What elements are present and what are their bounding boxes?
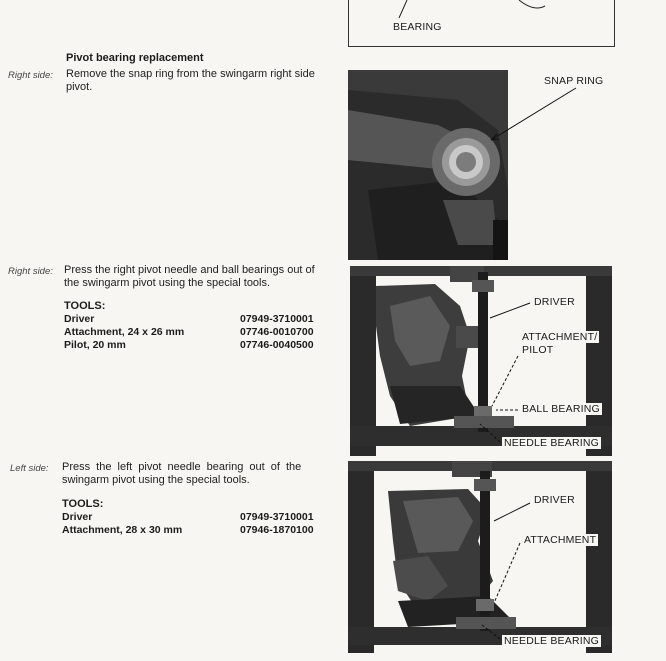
needle-bearing-label: NEEDLE BEARING [504,437,599,449]
step3-tools-heading: TOOLS: [62,498,104,510]
tool-row [64,326,334,339]
snap-ring-figure [348,66,613,260]
bearing-leader-lines [349,0,614,46]
right-press-figure [350,266,612,456]
tool-name: Pilot, 20 mm [64,339,126,351]
left-press-leaders [348,461,612,653]
attachment-pilot-label-line2: PILOT [522,344,554,356]
step2-text-line2: the swingarm pivot using the special tools. [64,277,271,289]
step2-text [64,264,346,290]
right-press-leaders [350,266,612,456]
step2-tools-heading: TOOLS: [64,300,106,312]
section-title: Pivot bearing replacement [66,52,204,64]
step2-tools-list [64,313,334,352]
bearing-label: BEARING [393,21,442,33]
tool-part-number: 07746-0010700 [240,326,314,338]
tool-name: Attachment, 28 x 30 mm [62,524,183,536]
tool-part-number: 07949-3710001 [240,313,314,325]
ball-bearing-label: BALL BEARING [522,403,600,415]
snap-ring-leader [348,66,613,260]
left-press-figure [348,461,612,653]
tool-part-number: 07949-3710001 [240,511,314,523]
tool-part-number: 07946-1870100 [240,524,314,536]
tool-row [64,339,334,352]
step2-text-line1: Press the right pivot needle and ball bearings out of [64,264,315,276]
top-figure-frame [348,0,615,47]
step1-text-line1: Remove the snap ring from the swingarm right side [66,68,315,80]
needle-bearing-label: NEEDLE BEARING [504,635,599,647]
tool-name: Attachment, 24 x 26 mm [64,326,185,338]
step1-text [66,68,346,94]
tool-row [64,313,334,326]
step2-side-label: Right side: [8,266,53,277]
step3-tools-list [62,511,334,537]
step3-text-line1: Press the left pivot needle bearing out of the [62,461,302,473]
snap-ring-label: SNAP RING [544,75,604,87]
tool-name: Driver [64,313,95,325]
step1-text-line2: pivot. [66,81,93,93]
step1-side-label: Right side: [8,70,53,81]
tool-row [62,511,334,524]
tool-name: Driver [62,511,93,523]
tool-part-number: 07746-0040500 [240,339,314,351]
tool-row [62,524,334,537]
step3-side-label: Left side: [10,463,49,474]
attachment-pilot-label-line1: ATTACHMENT/ [522,331,598,343]
step3-text-line2: swingarm pivot using the special tools. [62,474,250,486]
step3-text [62,461,342,487]
driver-label: DRIVER [534,494,575,506]
attachment-label: ATTACHMENT [524,534,597,546]
driver-label: DRIVER [534,296,575,308]
